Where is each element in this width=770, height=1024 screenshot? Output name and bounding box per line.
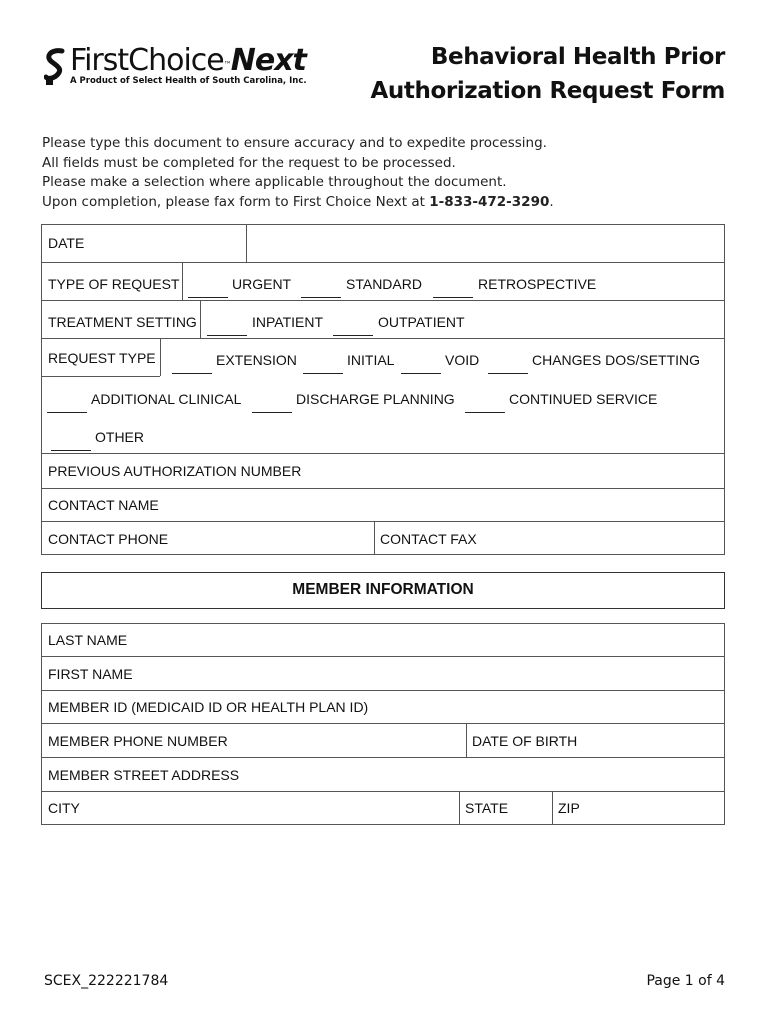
city-label: CITY bbox=[48, 800, 80, 816]
void-checkbox-blank[interactable] bbox=[401, 373, 441, 374]
date-of-birth-label: DATE OF BIRTH bbox=[472, 733, 578, 749]
form-title-line2: Authorization Request Form bbox=[370, 78, 725, 104]
cell-divider bbox=[200, 300, 201, 338]
zip-label: ZIP bbox=[558, 800, 580, 816]
contact-name-input[interactable] bbox=[160, 489, 724, 521]
brand-name bbox=[70, 44, 306, 78]
zip-input[interactable] bbox=[585, 792, 724, 824]
instruction-line: Please make a selection where applicable throughout the document. bbox=[42, 174, 507, 190]
date-label: DATE bbox=[48, 235, 85, 251]
brand-tagline: A Product of Select Health of South Carolina, Inc. bbox=[70, 76, 307, 86]
inpatient-option-label: INPATIENT bbox=[252, 314, 324, 330]
cell-divider bbox=[552, 791, 553, 825]
cell-divider bbox=[41, 376, 160, 377]
contact-phone-label: CONTACT PHONE bbox=[48, 531, 169, 547]
additional-clinical-option-label: ADDITIONAL CLINICAL bbox=[91, 391, 242, 407]
other-checkbox-blank[interactable] bbox=[51, 450, 91, 451]
continued-service-checkbox-blank[interactable] bbox=[465, 412, 505, 413]
other-option-label: OTHER bbox=[95, 429, 144, 445]
contact-name-label: CONTACT NAME bbox=[48, 497, 159, 513]
fax-instruction-suffix: . bbox=[549, 193, 554, 210]
cell-divider bbox=[466, 723, 467, 757]
request-type-label: REQUEST TYPE bbox=[48, 350, 156, 366]
row-divider bbox=[41, 338, 725, 339]
last-name-label: LAST NAME bbox=[48, 632, 128, 648]
last-name-input[interactable] bbox=[130, 624, 724, 656]
member-information-heading: MEMBER INFORMATION bbox=[41, 572, 725, 609]
cell-divider bbox=[374, 521, 375, 555]
member-phone-input[interactable] bbox=[230, 724, 464, 757]
outpatient-checkbox-blank[interactable] bbox=[333, 335, 373, 336]
void-option-label: VOID bbox=[445, 352, 480, 368]
date-input[interactable] bbox=[247, 225, 724, 262]
standard-checkbox-blank[interactable] bbox=[301, 297, 341, 298]
instruction-line bbox=[42, 193, 554, 213]
discharge-planning-option-label: DISCHARGE PLANNING bbox=[296, 391, 455, 407]
row-divider bbox=[41, 262, 725, 263]
instruction-line: Please type this document to ensure accuracy and to expedite processing. bbox=[42, 135, 547, 151]
brand-name-first: FirstChoice bbox=[70, 43, 224, 78]
type-of-request-label: TYPE OF REQUEST bbox=[48, 276, 180, 292]
retrospective-checkbox-blank[interactable] bbox=[433, 297, 473, 298]
state-label: STATE bbox=[465, 800, 509, 816]
previous-authorization-label: PREVIOUS AUTHORIZATION NUMBER bbox=[48, 463, 302, 479]
member-street-address-input[interactable] bbox=[240, 758, 724, 791]
additional-clinical-checkbox-blank[interactable] bbox=[47, 412, 87, 413]
urgent-option-label: URGENT bbox=[232, 276, 292, 292]
previous-authorization-input[interactable] bbox=[300, 454, 724, 487]
continued-service-option-label: CONTINUED SERVICE bbox=[509, 391, 658, 407]
instruction-line: All fields must be completed for the request to be processed. bbox=[42, 154, 456, 171]
cell-divider bbox=[160, 338, 161, 376]
member-id-label: MEMBER ID (MEDICAID ID OR HEALTH PLAN ID) bbox=[48, 699, 369, 715]
page-number: Page 1 of 4 bbox=[646, 973, 725, 989]
extension-checkbox-blank[interactable] bbox=[172, 373, 212, 374]
date-of-birth-input[interactable] bbox=[580, 724, 724, 757]
discharge-planning-checkbox-blank[interactable] bbox=[252, 412, 292, 413]
changes-dos-setting-checkbox-blank[interactable] bbox=[488, 373, 528, 374]
contact-fax-input[interactable] bbox=[478, 522, 724, 554]
contact-fax-label: CONTACT FAX bbox=[380, 531, 477, 547]
first-name-label: FIRST NAME bbox=[48, 666, 133, 682]
cell-divider bbox=[459, 791, 460, 825]
instructions bbox=[42, 134, 554, 212]
document-id: SCEX_222221784 bbox=[44, 973, 169, 989]
fax-instruction-text: Upon completion, please fax form to First Choice Next at bbox=[42, 193, 430, 210]
city-input[interactable] bbox=[80, 792, 458, 824]
first-name-input[interactable] bbox=[134, 657, 724, 690]
form-title-line1: Behavioral Health Prior bbox=[430, 44, 725, 70]
brand-logo bbox=[44, 43, 344, 90]
fax-number: 1-833-472-3290 bbox=[429, 193, 550, 210]
changes-dos-setting-option-label: CHANGES DOS/SETTING bbox=[532, 352, 701, 368]
inpatient-checkbox-blank[interactable] bbox=[207, 335, 247, 336]
contact-phone-input[interactable] bbox=[168, 522, 372, 554]
cell-divider bbox=[182, 262, 183, 300]
s-ribbon-logo-icon bbox=[44, 48, 66, 86]
extension-option-label: EXTENSION bbox=[216, 352, 297, 368]
retrospective-option-label: RETROSPECTIVE bbox=[478, 276, 597, 292]
initial-option-label: INITIAL bbox=[347, 352, 395, 368]
urgent-checkbox-blank[interactable] bbox=[188, 297, 228, 298]
member-phone-label: MEMBER PHONE NUMBER bbox=[48, 733, 228, 749]
treatment-setting-label: TREATMENT SETTING bbox=[48, 314, 197, 330]
state-input[interactable] bbox=[510, 792, 550, 824]
brand-name-next: Next bbox=[230, 43, 306, 78]
outpatient-option-label: OUTPATIENT bbox=[378, 314, 465, 330]
standard-option-label: STANDARD bbox=[346, 276, 422, 292]
trademark-symbol: ™ bbox=[223, 60, 231, 69]
form-title bbox=[371, 40, 725, 108]
row-divider bbox=[41, 300, 725, 301]
initial-checkbox-blank[interactable] bbox=[303, 373, 343, 374]
member-street-address-label: MEMBER STREET ADDRESS bbox=[48, 767, 240, 783]
member-id-input[interactable] bbox=[370, 691, 724, 723]
